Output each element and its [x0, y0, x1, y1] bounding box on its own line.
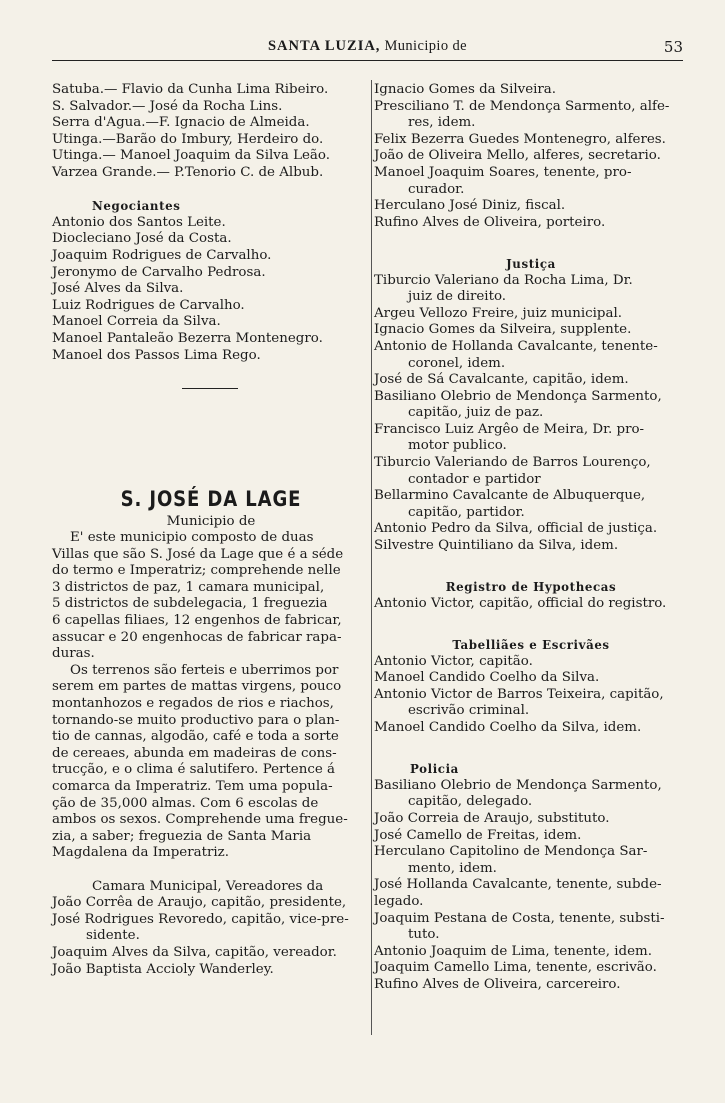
negociantes-list	[52, 215, 370, 364]
list-item: João Corrêa de Araujo, capitão, presidente,	[52, 895, 347, 911]
list-item: Herculano Capitolino de Mendonça Sar-	[374, 844, 648, 860]
paragraph-line: trucção, e o clima é salutifero. Pertence á	[52, 762, 336, 778]
camara-list	[52, 895, 370, 978]
list-item: capitão, juiz de paz.	[408, 405, 544, 421]
list-item: Ignacio Gomes da Silveira, supplente.	[374, 322, 632, 338]
paragraph-line: 3 districtos de paz, 1 camara municipal,	[52, 579, 325, 595]
justica-heading: Justiça	[506, 256, 556, 271]
list-item: João de Oliveira Mello, alferes, secretario.	[374, 148, 661, 164]
list-item: Basiliano Olebrio de Mendonça Sarmento,	[374, 777, 662, 793]
list-item: contador e partidor	[408, 471, 541, 487]
paragraph-line: Os terrenos são ferteis e uberrimos por	[70, 662, 339, 678]
list-item: Antonio de Hollanda Cavalcante, tenente-	[374, 338, 658, 354]
negociantes-heading: Negociantes	[92, 199, 181, 214]
list-item: Rufino Alves de Oliveira, porteiro.	[374, 214, 606, 230]
tabelliaes-heading: Tabelliães e Escrivães	[452, 638, 610, 652]
list-item: coronel, idem.	[408, 355, 506, 371]
section-divider	[182, 388, 238, 389]
list-item: Diocleciano José da Costa.	[52, 231, 232, 247]
paragraph-line: Villas que são S. José da Lage que é a séde	[52, 546, 344, 562]
list-item: Joaquim Camello Lima, tenente, escrivão.	[374, 960, 657, 976]
list-item: Antonio dos Santos Leite.	[52, 214, 226, 230]
list-item: Antonio Victor de Barros Teixeira, capitão,	[374, 686, 664, 702]
paragraph-line: ção de 35,000 almas. Com 6 escolas de	[52, 795, 319, 811]
paragraph-line: 6 capellas filiaes, 12 engenhos de fabricar,	[52, 613, 342, 629]
list-item: Jeronymo de Carvalho Pedrosa.	[52, 264, 266, 280]
paragraph-line: de cereaes, abunda em madeiras de cons-	[52, 745, 337, 761]
list-item: Antonio Pedro da Silva, official de justiça.	[374, 521, 658, 537]
list-item: Manoel Candido Coelho da Silva, idem.	[374, 719, 642, 735]
camara-heading: Camara Municipal, Vereadores da	[92, 878, 324, 894]
list-item: Manoel Joaquim Soares, tenente, pro-	[374, 164, 632, 180]
list-item: Ignacio Gomes da Silveira.	[374, 82, 557, 97]
list-item: Joaquim Rodrigues de Carvalho.	[52, 247, 272, 263]
list-item: Felix Bezerra Guedes Montenegro, alferes.	[374, 131, 666, 147]
list-item: Presciliano T. de Mendonça Sarmento, alfe-	[374, 98, 670, 114]
paragraph-line: Magdalena da Imperatriz.	[52, 845, 229, 861]
running-title	[52, 38, 683, 55]
paragraph-line: zia, a saber; freguezia de Santa Maria	[52, 828, 312, 844]
registro-list	[374, 596, 688, 613]
list-item: Antonio Victor, capitão.	[374, 653, 533, 669]
list-item: Manoel Candido Coelho da Silva.	[374, 670, 600, 686]
list-item: Manoel Pantaleão Bezerra Montenegro.	[52, 330, 323, 346]
list-item: João Correia de Araujo, substituto.	[374, 810, 610, 826]
locality-list	[52, 82, 370, 182]
list-item: Francisco Luiz Argêo de Meira, Dr. pro-	[374, 421, 645, 437]
list-item: José Rodrigues Revoredo, capitão, vice-pre-	[52, 911, 349, 927]
locality-line: Serra d'Agua.—F. Ignacio de Almeida.	[52, 115, 310, 131]
terrain-paragraph	[52, 663, 370, 862]
tabelliaes-list	[374, 654, 688, 737]
paragraph-line: duras.	[52, 646, 95, 662]
paragraph-line: comarca da Imperatriz. Tem uma popula-	[52, 779, 333, 794]
list-item: tuto.	[408, 927, 440, 943]
list-item: Silvestre Quintiliano da Silva, idem.	[374, 538, 619, 554]
list-item: Manoel Correia da Silva.	[52, 314, 221, 330]
list-item: José de Sá Cavalcante, capitão, idem.	[374, 372, 629, 388]
page-number: 53	[663, 38, 683, 56]
list-item: Tiburcio Valeriando de Barros Lourenço,	[374, 455, 651, 471]
list-item: sidente.	[86, 928, 140, 944]
paragraph-line: 5 districtos de subdelegacia, 1 freguezia	[52, 596, 328, 612]
section-subtitle: Municipio de	[166, 514, 256, 530]
list-item: Bellarmino Cavalcante de Albuquerque,	[374, 488, 646, 504]
list-item: motor publico.	[408, 438, 507, 454]
list-item: juiz de direito.	[408, 289, 507, 305]
list-item: capitão, partidor.	[408, 504, 525, 520]
list-item: Antonio Joaquim de Lima, tenente, idem.	[374, 943, 652, 959]
paragraph-line: ambos os sexos. Comprehende uma fregue-	[52, 812, 348, 828]
list-item: Antonio Victor, capitão, official do registro.	[374, 595, 667, 611]
list-item: Luiz Rodrigues de Carvalho.	[52, 297, 245, 313]
running-header	[52, 36, 683, 61]
list-item: Herculano José Diniz, fiscal.	[374, 198, 566, 214]
list-item: capitão, delegado.	[408, 794, 533, 810]
list-item: Tiburcio Valeriano da Rocha Lima, Dr.	[374, 272, 633, 288]
running-title-rest: Municipio de	[380, 38, 467, 54]
description-paragraph	[52, 530, 370, 663]
left-column	[52, 82, 370, 978]
list-item: escrivão criminal.	[408, 703, 530, 719]
list-item: legado.	[374, 893, 424, 909]
list-item: Manoel dos Passos Lima Rego.	[52, 347, 261, 363]
locality-line: Satuba.— Flavio da Cunha Lima Ribeiro.	[52, 82, 329, 97]
policia-heading: Policia	[410, 762, 459, 777]
locality-line: Utinga.— Manoel Joaquim da Silva Leão.	[52, 148, 330, 164]
locality-line: S. Salvador.— José da Rocha Lins.	[52, 98, 283, 114]
list-item: José Alves da Silva.	[52, 281, 184, 297]
paragraph-line: tornando-se muito productivo para o plan-	[52, 712, 340, 728]
list-item: José Camello de Freitas, idem.	[374, 827, 582, 843]
list-item: Joaquim Alves da Silva, capitão, vereador.	[52, 944, 337, 960]
paragraph-line: tio de cannas, algodão, café e toda a sorte	[52, 729, 339, 745]
paragraph-line: serem em partes de mattas virgens, pouco	[52, 679, 342, 695]
paragraph-line: montanhozos e regados de rios e riachos,	[52, 696, 334, 712]
paragraph-line: assucar e 20 engenhocas de fabricar rapa-	[52, 629, 342, 645]
list-item: res, idem.	[408, 115, 476, 131]
registro-heading: Registro de Hypothecas	[445, 580, 617, 595]
column-divider	[371, 80, 372, 1035]
policia-list	[374, 778, 688, 994]
list-item: João Baptista Accioly Wanderley.	[52, 961, 274, 977]
list-item: Joaquim Pestana de Costa, tenente, substi-	[374, 910, 665, 926]
paragraph-line: do termo e Imperatriz; comprehende nelle	[52, 563, 341, 579]
section-title: S. JOSÉ DA LAGE	[120, 487, 302, 512]
running-title-town: SANTA LUZIA,	[267, 38, 381, 54]
locality-line: Utinga.—Barão do Imbury, Herdeiro do.	[52, 131, 324, 147]
right-column	[374, 82, 688, 993]
officials-list	[374, 82, 688, 231]
paragraph-line: E' este municipio composto de duas	[70, 530, 314, 546]
justica-list	[374, 273, 688, 555]
list-item: curador.	[408, 181, 465, 197]
list-item: Basiliano Olebrio de Mendonça Sarmento,	[374, 388, 662, 404]
list-item: Rufino Alves de Oliveira, carcereiro.	[374, 976, 621, 992]
list-item: Argeu Vellozo Freire, juiz municipal.	[374, 305, 623, 321]
list-item: mento, idem.	[408, 860, 497, 876]
list-item: José Hollanda Cavalcante, tenente, subde-	[374, 877, 662, 893]
locality-line: Varzea Grande.— P.Tenorio C. de Albub.	[52, 164, 324, 180]
